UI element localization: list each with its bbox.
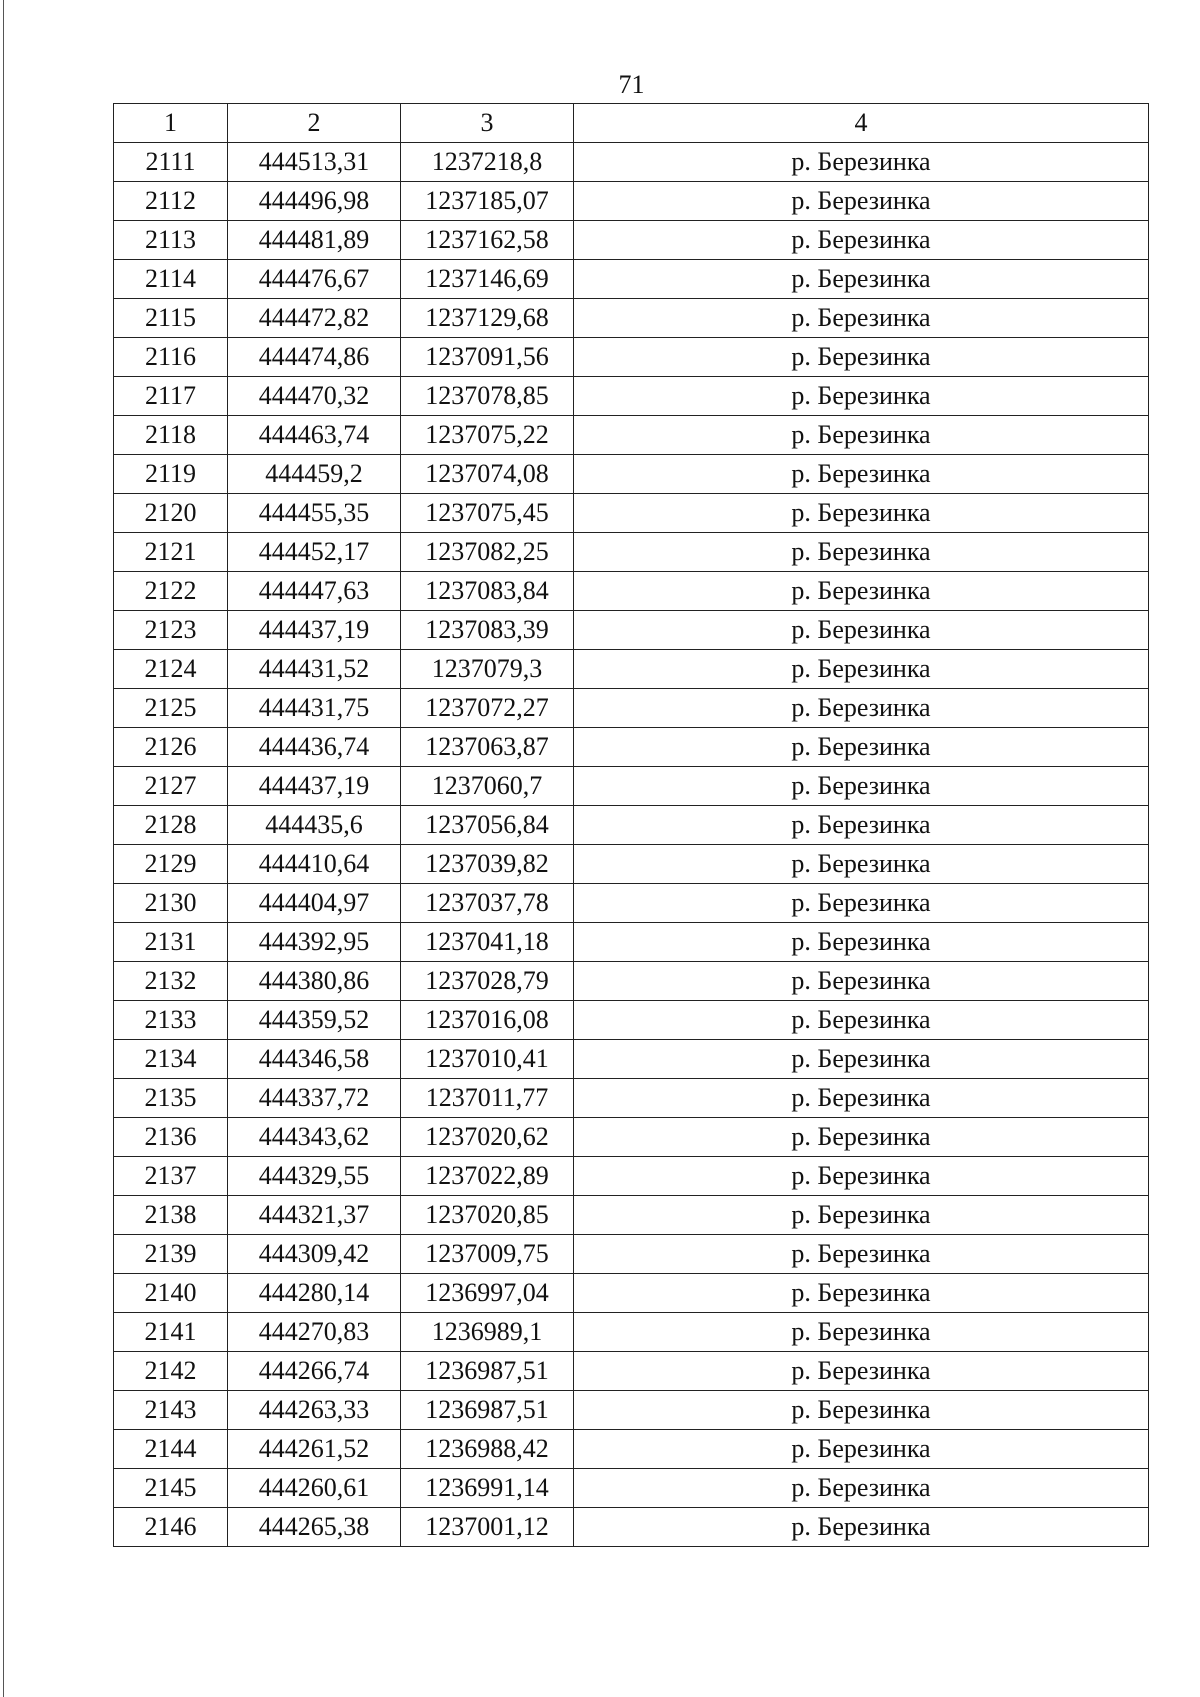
table-row [114, 884, 1149, 923]
x-coordinate-cell: 444436,74 [228, 728, 401, 767]
y-coordinate-cell: 1237162,58 [401, 221, 574, 260]
x-coordinate-cell: 444261,52 [228, 1430, 401, 1469]
y-coordinate-cell: 1237083,84 [401, 572, 574, 611]
y-coordinate-cell: 1236991,14 [401, 1469, 574, 1508]
y-coordinate-cell: 1237146,69 [401, 260, 574, 299]
y-coordinate-cell: 1237022,89 [401, 1157, 574, 1196]
description-cell: р. Березинка [574, 1118, 1149, 1157]
y-coordinate-cell: 1237020,62 [401, 1118, 574, 1157]
point-number-cell: 2145 [114, 1469, 228, 1508]
description-cell: р. Березинка [574, 650, 1149, 689]
y-coordinate-cell: 1237028,79 [401, 962, 574, 1001]
x-coordinate-cell: 444437,19 [228, 767, 401, 806]
description-cell: р. Березинка [574, 884, 1149, 923]
y-coordinate-cell: 1237001,12 [401, 1508, 574, 1547]
y-coordinate-cell: 1237075,45 [401, 494, 574, 533]
description-cell: р. Березинка [574, 1352, 1149, 1391]
description-cell: р. Березинка [574, 689, 1149, 728]
description-cell: р. Березинка [574, 1313, 1149, 1352]
x-coordinate-cell: 444265,38 [228, 1508, 401, 1547]
description-cell: р. Березинка [574, 182, 1149, 221]
x-coordinate-cell: 444329,55 [228, 1157, 401, 1196]
page-edge-line [3, 0, 4, 1697]
point-number-cell: 2117 [114, 377, 228, 416]
point-number-cell: 2116 [114, 338, 228, 377]
y-coordinate-cell: 1237063,87 [401, 728, 574, 767]
y-coordinate-cell: 1237016,08 [401, 1001, 574, 1040]
table-body [114, 143, 1149, 1547]
x-coordinate-cell: 444435,6 [228, 806, 401, 845]
x-coordinate-cell: 444474,86 [228, 338, 401, 377]
point-number-cell: 2126 [114, 728, 228, 767]
table-row [114, 299, 1149, 338]
y-coordinate-cell: 1237010,41 [401, 1040, 574, 1079]
description-cell: р. Березинка [574, 611, 1149, 650]
y-coordinate-cell: 1237060,7 [401, 767, 574, 806]
point-number-cell: 2119 [114, 455, 228, 494]
y-coordinate-cell: 1237129,68 [401, 299, 574, 338]
page-number: 71 [618, 70, 645, 99]
y-coordinate-cell: 1237082,25 [401, 533, 574, 572]
y-coordinate-cell: 1237041,18 [401, 923, 574, 962]
x-coordinate-cell: 444452,17 [228, 533, 401, 572]
table-row [114, 455, 1149, 494]
point-number-cell: 2133 [114, 1001, 228, 1040]
y-coordinate-cell: 1236987,51 [401, 1391, 574, 1430]
y-coordinate-cell: 1237020,85 [401, 1196, 574, 1235]
y-coordinate-cell: 1237039,82 [401, 845, 574, 884]
point-number-cell: 2146 [114, 1508, 228, 1547]
table-row [114, 1235, 1149, 1274]
x-coordinate-cell: 444470,32 [228, 377, 401, 416]
table-row [114, 1508, 1149, 1547]
point-number-cell: 2122 [114, 572, 228, 611]
coordinates-table [113, 103, 1149, 1547]
x-coordinate-cell: 444337,72 [228, 1079, 401, 1118]
table-row [114, 416, 1149, 455]
point-number-cell: 2123 [114, 611, 228, 650]
point-number-cell: 2127 [114, 767, 228, 806]
description-cell: р. Березинка [574, 923, 1149, 962]
description-cell: р. Березинка [574, 1001, 1149, 1040]
table-row [114, 221, 1149, 260]
point-number-cell: 2111 [114, 143, 228, 182]
table-row [114, 650, 1149, 689]
y-coordinate-cell: 1236988,42 [401, 1430, 574, 1469]
y-coordinate-cell: 1237079,3 [401, 650, 574, 689]
description-cell: р. Березинка [574, 338, 1149, 377]
x-coordinate-cell: 444496,98 [228, 182, 401, 221]
table-row [114, 1196, 1149, 1235]
point-number-cell: 2113 [114, 221, 228, 260]
table-row [114, 1040, 1149, 1079]
point-number-cell: 2138 [114, 1196, 228, 1235]
point-number-cell: 2141 [114, 1313, 228, 1352]
table-row [114, 533, 1149, 572]
x-coordinate-cell: 444309,42 [228, 1235, 401, 1274]
description-cell: р. Березинка [574, 962, 1149, 1001]
header-col-2: 2 [228, 104, 401, 143]
table-row [114, 923, 1149, 962]
description-cell: р. Березинка [574, 299, 1149, 338]
table-row [114, 338, 1149, 377]
x-coordinate-cell: 444321,37 [228, 1196, 401, 1235]
header-col-3: 3 [401, 104, 574, 143]
header-col-4: 4 [574, 104, 1149, 143]
x-coordinate-cell: 444459,2 [228, 455, 401, 494]
x-coordinate-cell: 444343,62 [228, 1118, 401, 1157]
point-number-cell: 2136 [114, 1118, 228, 1157]
table-row [114, 1391, 1149, 1430]
description-cell: р. Березинка [574, 1469, 1149, 1508]
point-number-cell: 2115 [114, 299, 228, 338]
description-cell: р. Березинка [574, 455, 1149, 494]
description-cell: р. Березинка [574, 572, 1149, 611]
table-row [114, 494, 1149, 533]
description-cell: р. Березинка [574, 1235, 1149, 1274]
table-row [114, 1079, 1149, 1118]
description-cell: р. Березинка [574, 1196, 1149, 1235]
table-row [114, 143, 1149, 182]
y-coordinate-cell: 1237075,22 [401, 416, 574, 455]
point-number-cell: 2118 [114, 416, 228, 455]
x-coordinate-cell: 444260,61 [228, 1469, 401, 1508]
x-coordinate-cell: 444266,74 [228, 1352, 401, 1391]
description-cell: р. Березинка [574, 221, 1149, 260]
description-cell: р. Березинка [574, 767, 1149, 806]
point-number-cell: 2124 [114, 650, 228, 689]
point-number-cell: 2142 [114, 1352, 228, 1391]
x-coordinate-cell: 444431,52 [228, 650, 401, 689]
table-row [114, 962, 1149, 1001]
y-coordinate-cell: 1237056,84 [401, 806, 574, 845]
x-coordinate-cell: 444447,63 [228, 572, 401, 611]
x-coordinate-cell: 444463,74 [228, 416, 401, 455]
x-coordinate-cell: 444410,64 [228, 845, 401, 884]
table-row [114, 1157, 1149, 1196]
y-coordinate-cell: 1237011,77 [401, 1079, 574, 1118]
description-cell: р. Березинка [574, 1040, 1149, 1079]
point-number-cell: 2135 [114, 1079, 228, 1118]
description-cell: р. Березинка [574, 845, 1149, 884]
y-coordinate-cell: 1237091,56 [401, 338, 574, 377]
y-coordinate-cell: 1237072,27 [401, 689, 574, 728]
table-row [114, 1469, 1149, 1508]
y-coordinate-cell: 1237074,08 [401, 455, 574, 494]
table-row [114, 182, 1149, 221]
x-coordinate-cell: 444270,83 [228, 1313, 401, 1352]
table-row [114, 1274, 1149, 1313]
y-coordinate-cell: 1237078,85 [401, 377, 574, 416]
description-cell: р. Березинка [574, 1079, 1149, 1118]
table-row [114, 1001, 1149, 1040]
x-coordinate-cell: 444472,82 [228, 299, 401, 338]
y-coordinate-cell: 1236997,04 [401, 1274, 574, 1313]
description-cell: р. Березинка [574, 806, 1149, 845]
description-cell: р. Березинка [574, 1430, 1149, 1469]
table-row [114, 377, 1149, 416]
table-row [114, 1313, 1149, 1352]
table-row [114, 1352, 1149, 1391]
point-number-cell: 2144 [114, 1430, 228, 1469]
description-cell: р. Березинка [574, 377, 1149, 416]
x-coordinate-cell: 444346,58 [228, 1040, 401, 1079]
description-cell: р. Березинка [574, 728, 1149, 767]
y-coordinate-cell: 1237185,07 [401, 182, 574, 221]
y-coordinate-cell: 1237037,78 [401, 884, 574, 923]
table-row [114, 1118, 1149, 1157]
point-number-cell: 2129 [114, 845, 228, 884]
header-col-1: 1 [114, 104, 228, 143]
description-cell: р. Березинка [574, 533, 1149, 572]
point-number-cell: 2120 [114, 494, 228, 533]
table-row [114, 572, 1149, 611]
table-row [114, 611, 1149, 650]
y-coordinate-cell: 1236989,1 [401, 1313, 574, 1352]
x-coordinate-cell: 444404,97 [228, 884, 401, 923]
point-number-cell: 2121 [114, 533, 228, 572]
x-coordinate-cell: 444481,89 [228, 221, 401, 260]
table-row [114, 806, 1149, 845]
description-cell: р. Березинка [574, 416, 1149, 455]
x-coordinate-cell: 444513,31 [228, 143, 401, 182]
x-coordinate-cell: 444431,75 [228, 689, 401, 728]
point-number-cell: 2112 [114, 182, 228, 221]
point-number-cell: 2128 [114, 806, 228, 845]
description-cell: р. Березинка [574, 1508, 1149, 1547]
x-coordinate-cell: 444437,19 [228, 611, 401, 650]
table-header-row [114, 104, 1149, 143]
table-row [114, 728, 1149, 767]
point-number-cell: 2137 [114, 1157, 228, 1196]
point-number-cell: 2140 [114, 1274, 228, 1313]
description-cell: р. Березинка [574, 1274, 1149, 1313]
x-coordinate-cell: 444263,33 [228, 1391, 401, 1430]
point-number-cell: 2131 [114, 923, 228, 962]
description-cell: р. Березинка [574, 1391, 1149, 1430]
table-row [114, 845, 1149, 884]
x-coordinate-cell: 444359,52 [228, 1001, 401, 1040]
description-cell: р. Березинка [574, 143, 1149, 182]
x-coordinate-cell: 444455,35 [228, 494, 401, 533]
x-coordinate-cell: 444476,67 [228, 260, 401, 299]
y-coordinate-cell: 1237083,39 [401, 611, 574, 650]
point-number-cell: 2132 [114, 962, 228, 1001]
table-row [114, 260, 1149, 299]
point-number-cell: 2125 [114, 689, 228, 728]
point-number-cell: 2139 [114, 1235, 228, 1274]
point-number-cell: 2130 [114, 884, 228, 923]
point-number-cell: 2134 [114, 1040, 228, 1079]
y-coordinate-cell: 1237009,75 [401, 1235, 574, 1274]
x-coordinate-cell: 444392,95 [228, 923, 401, 962]
y-coordinate-cell: 1236987,51 [401, 1352, 574, 1391]
table-row [114, 689, 1149, 728]
x-coordinate-cell: 444380,86 [228, 962, 401, 1001]
y-coordinate-cell: 1237218,8 [401, 143, 574, 182]
description-cell: р. Березинка [574, 494, 1149, 533]
point-number-cell: 2143 [114, 1391, 228, 1430]
point-number-cell: 2114 [114, 260, 228, 299]
table-row [114, 767, 1149, 806]
x-coordinate-cell: 444280,14 [228, 1274, 401, 1313]
table-row [114, 1430, 1149, 1469]
description-cell: р. Березинка [574, 1157, 1149, 1196]
description-cell: р. Березинка [574, 260, 1149, 299]
